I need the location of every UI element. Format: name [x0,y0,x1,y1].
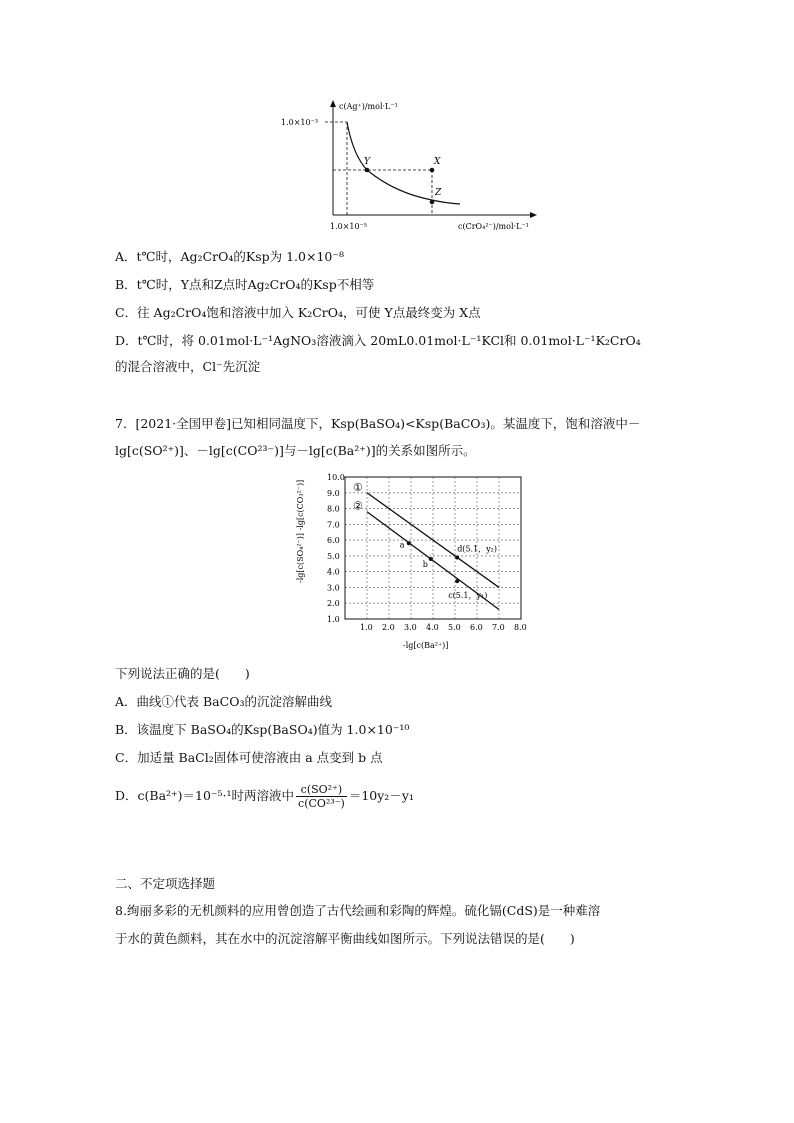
q7-option-d-suffix: ＝10y₂－y₁ [348,788,414,803]
fraction-numerator: c(SO²⁺) [296,783,347,797]
y-tick-label: 9.0 [327,488,340,498]
q7-option-c: C．加适量 BaCl₂固体可使溶液由 a 点变到 b 点 [115,750,383,765]
point-label-0: a [399,540,405,550]
y-tick-label: 1.0×10⁻³ [281,118,319,127]
q8-stem-line1: 8.绚丽多彩的无机颜料的应用曾创造了古代绘画和彩陶的辉煌。硫化镉(CdS)是一种难溶 [115,903,601,918]
y-tick-label: 2.0 [327,599,340,609]
x-tick-label: 5.0 [448,623,461,632]
point-2 [455,555,459,559]
point-3 [455,579,459,583]
series-label-2: ② [353,499,363,513]
q6-option-a: A．t℃时，Ag₂CrO₄的Ksp为 1.0×10⁻⁸ [115,249,344,264]
section-heading: 二、不定项选择题 [115,876,216,891]
series-label-1: ① [353,480,363,494]
point-y-label: Y [364,157,370,167]
x-tick-label: 8.0 [514,623,527,632]
point-x-label: X [434,157,441,167]
y-tick-label: 7.0 [327,520,340,530]
x-axis-label: -lg[c(Ba²⁺)] [403,641,449,650]
y-tick-label: 1.0 [327,615,340,624]
y-tick-label: 10.0 [327,473,345,482]
q7-question: 下列说法正确的是( ) [115,666,250,681]
q7-option-b: B．该温度下 BaSO₄的Ksp(BaSO₄)值为 1.0×10⁻¹⁰ [115,722,410,737]
point-0 [407,541,411,545]
q7-option-d-fraction [296,783,347,810]
y-axis-label: -lg[c(SO₄²⁻)] -lg[c(CO₃²⁻)] [296,479,305,583]
point-x [430,168,435,173]
fraction-denominator: c(CO²³⁻) [298,797,345,810]
point-1 [429,557,433,561]
q7-stem-line1: 7．[2021·全国甲卷]已知相同温度下，Ksp(BaSO₄)<Ksp(BaCO₃)。某温度下，饱和溶液中－ [115,416,641,431]
x-axis-label: c(CrO₄²⁻)/mol·L⁻¹ [458,222,529,231]
q6-option-b: B．t℃时，Y点和Z点时Ag₂CrO₄的Ksp不相等 [115,277,375,292]
y-tick-label: 3.0 [327,583,340,593]
data-points [400,540,497,601]
y-tick-label: 4.0 [327,567,340,577]
x-tick-label: 1.0 [360,623,373,632]
y-axis-arrow [330,100,336,107]
q6-option-d-line1: D．t℃时，将 0.01mol·L⁻¹AgNO₃溶液滴入 20mL0.01mol·L⁻¹KCl和 0.01mol·L⁻¹K₂CrO₄ [115,333,641,348]
x-axis-arrow [530,212,537,218]
point-z [430,200,435,205]
q7-option-d [115,783,414,810]
q6-option-c: C．往 Ag₂CrO₄饱和溶液中加入 K₂CrO₄，可使 Y点最终变为 X点 [115,305,481,320]
baso4-baco3-chart [283,465,533,655]
x-tick-label: 6.0 [470,623,483,632]
y-axis-label: c(Ag⁺)/mol·L⁻¹ [339,102,398,111]
q7-stem-line2: lg[c(SO²⁺)]、－lg[c(CO²³⁻)]与－lg[c(Ba²⁺)]的关系如图所示。 [115,443,476,458]
point-z-label: Z [435,188,442,198]
q6-option-d-line2: 的混合溶液中，Cl⁻先沉淀 [115,359,261,374]
q7-option-a: A．曲线①代表 BaCO₃的沉淀溶解曲线 [115,694,332,709]
x-tick-label: 2.0 [382,623,395,632]
y-tick-label: 8.0 [327,504,340,514]
x-tick-label: 7.0 [492,623,505,632]
y-tick-label: 5.0 [327,551,340,561]
point-label-3: c(5.1，y₁) [448,591,488,601]
x-tick-label: 4.0 [426,623,439,632]
q8-stem-line2: 于水的黄色颜料，其在水中的沉淀溶解平衡曲线如图所示。下列说法错误的是( ) [115,931,575,946]
point-label-1: b [422,560,428,570]
x-tick-label: 1.0×10⁻⁵ [330,222,368,231]
x-tick-label: 3.0 [404,623,417,632]
point-label-2: d(5.1，y₂) [457,544,498,554]
q7-option-d-prefix: D．c(Ba²⁺)＝10⁻⁵·¹时两溶液中 [115,788,295,803]
ag2cro4-solubility-chart [275,95,545,240]
y-tick-label: 6.0 [327,536,340,546]
point-y [365,168,370,173]
